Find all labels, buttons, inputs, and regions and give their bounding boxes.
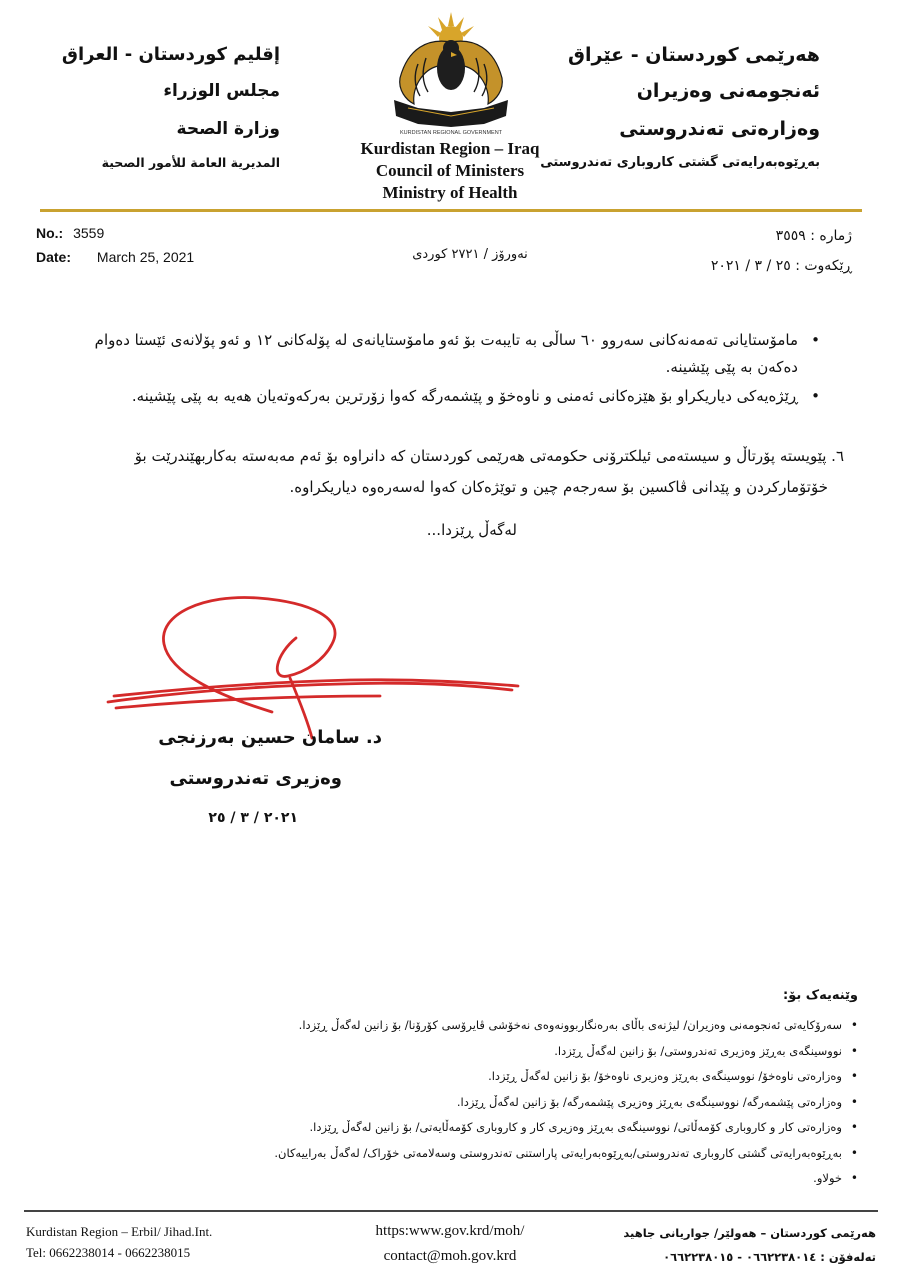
closing-regards: لەگەڵ ڕێزدا... [426,521,517,539]
header-kurdish-line-3: وەزارەتی تەندروستی [619,118,820,140]
cc-item-4: • وەزارەتی پێشمەرگە/ نووسینگەی بەڕێز وەزیری پێشمەرگە/ بۆ زانین لەگەڵ ڕێزدا. [164,1090,864,1116]
header-kurdish-line-2: ئەنجومەنی وەزیران [636,80,820,102]
signatory-title: وەزیری تەندروستی [169,768,342,789]
footer-address: Kurdistan Region – Erbil/ Jihad.Int. [26,1224,213,1239]
meta-number-row [36,221,194,245]
number-label: No.: [36,225,64,241]
cc-list [164,1013,864,1192]
meta-date-row [36,245,194,269]
header-kurdish-line-1: هەرێمی کوردستان - عێراق [568,44,820,66]
signatory-name: د. سامان حسین بەرزنجی [158,727,382,748]
header-arabic-line-3: وزارة الصحة [176,119,280,139]
meta-english [36,221,194,269]
cc-item-5: • وەزارەتی کار و کاروباری کۆمەڵاتی/ نووسینگەی بەڕێز وەزیری کار و کاروباری کۆمەڵایەتی/ بۆ زانین لەگەڵ ڕێزدا. [164,1115,864,1141]
footer-kurdish-address: هەرێمی کوردستان – هەولێر/ جواریانی جاهید [623,1226,876,1240]
body-bullet-2: • ڕێژەیەکی دیاریکراو بۆ هێزەکانی ئەمنی و ناوەخۆ و پێشمەرگە کەوا زۆرترین بەرکەوتەیان هەیە بە پێی پێشینە. [54,383,824,410]
header-kurdish-line-4: بەڕێوەبەرایەتی گشتی کاروباری تەندروستی [540,155,820,170]
item-6-line-2: خۆتۆمارکردن و پێدانی ڤاکسین بۆ سەرجەم چین و توێژەکان کەوا لەسەرەوە دیاریکراوە. [289,478,828,496]
emblem-caption: KURDISTAN REGIONAL GOVERNMENT [399,130,503,136]
header-arabic-line-1: إقليم كوردستان - العراق [61,44,280,65]
cc-heading: وێنەیەک بۆ: [783,988,858,1003]
kurdish-date: ڕێکەوت : ٢٥ / ٣ / ٢٠٢١ [710,258,852,274]
header-arabic [40,38,280,178]
footer-web [340,1219,560,1269]
footer-divider [24,1210,878,1212]
header-english-line-2: Council of Ministers [375,161,525,180]
body-bullet-list [54,327,824,410]
header-english-line-1: Kurdistan Region – Iraq [360,139,540,158]
signature-scribble-icon [100,592,540,742]
footer-phone: Tel: 0662238014 - 0662238015 [26,1245,191,1260]
header-arabic-line-4: المديرية العامة للأمور الصحية [101,155,280,170]
header-english-line-3: Ministry of Health [382,183,518,202]
header-arabic-line-2: مجلس الوزراء [163,81,280,101]
kurdish-calendar-date: نەورۆز / ٢٧٢١ کوردی [412,247,528,262]
footer-kurdish-phone: تەلەفۆن : ٠٦٦٢٢٣٨٠١٤ - ٠٦٦٢٢٣٨٠١٥ [663,1250,876,1264]
cc-item-1: • سەرۆکایەتی ئەنجومەنی وەزیران/ لیژنەی باڵای بەرەنگاربوونەوەی نەخۆشی ڤایرۆسی کۆرۆنا/ بۆ زانین لەگەڵ ڕێزدا. [164,1013,864,1039]
meta-kurdish [592,221,852,281]
number-value: 3559 [73,225,105,241]
footer-website-link[interactable]: https:www.gov.krd/moh/ [375,1223,525,1239]
body-item-6 [54,441,844,503]
cc-item-3: • وەزارەتی ناوەخۆ/ نووسینگەی بەڕێز وەزیری ناوەخۆ/ بۆ زانین لەگەڵ ڕێزدا. [164,1064,864,1090]
footer-kurdish [586,1221,876,1269]
footer-email-link[interactable]: contact@moh.gov.krd [383,1248,517,1264]
header-divider [40,209,862,212]
cc-item-6: • بەڕێوەبەرایەتی گشتی کاروباری تەندروستی/بەڕێوەبەرایەتی پاراستنی تەندروستی وسەلامەتی خۆراک/ لەگەڵ بەراییەکان. [164,1141,864,1167]
item-6-line-1: ٦. پێویستە پۆرتاڵ و سیستەمی ئیلکترۆنی حکومەتی هەرێمی کوردستان کە دانراوە بۆ ئەم مەبەستە بەکاربهێندرێت بۆ [134,447,844,465]
header-english [320,138,580,204]
date-label: Date: [36,249,72,265]
krg-emblem [378,8,524,136]
body-bullet-1: • مامۆستایانی تەمەنەکانی سەروو ٦٠ ساڵی بە تایبەت بۆ ئەو مامۆستایانەی لە پۆلەکانی ١٢ و ئەو پۆلانەی ئێستا دەوام دەکەن بە پێی پێشینە. [54,327,824,381]
cc-item-7: • خولاو. [164,1166,864,1192]
kurdish-number: ژمارە : ٣٥٥٩ [775,228,852,244]
eagle-emblem-icon [378,8,524,136]
footer-english [26,1221,212,1263]
date-value: March 25, 2021 [96,249,195,265]
signature-date: ٢٠٢١ / ٣ / ٢٥ [208,810,298,826]
cc-item-2: • نووسینگەی بەڕێز وەزیری تەندروستی/ بۆ زانین لەگەڵ ڕێزدا. [164,1039,864,1065]
